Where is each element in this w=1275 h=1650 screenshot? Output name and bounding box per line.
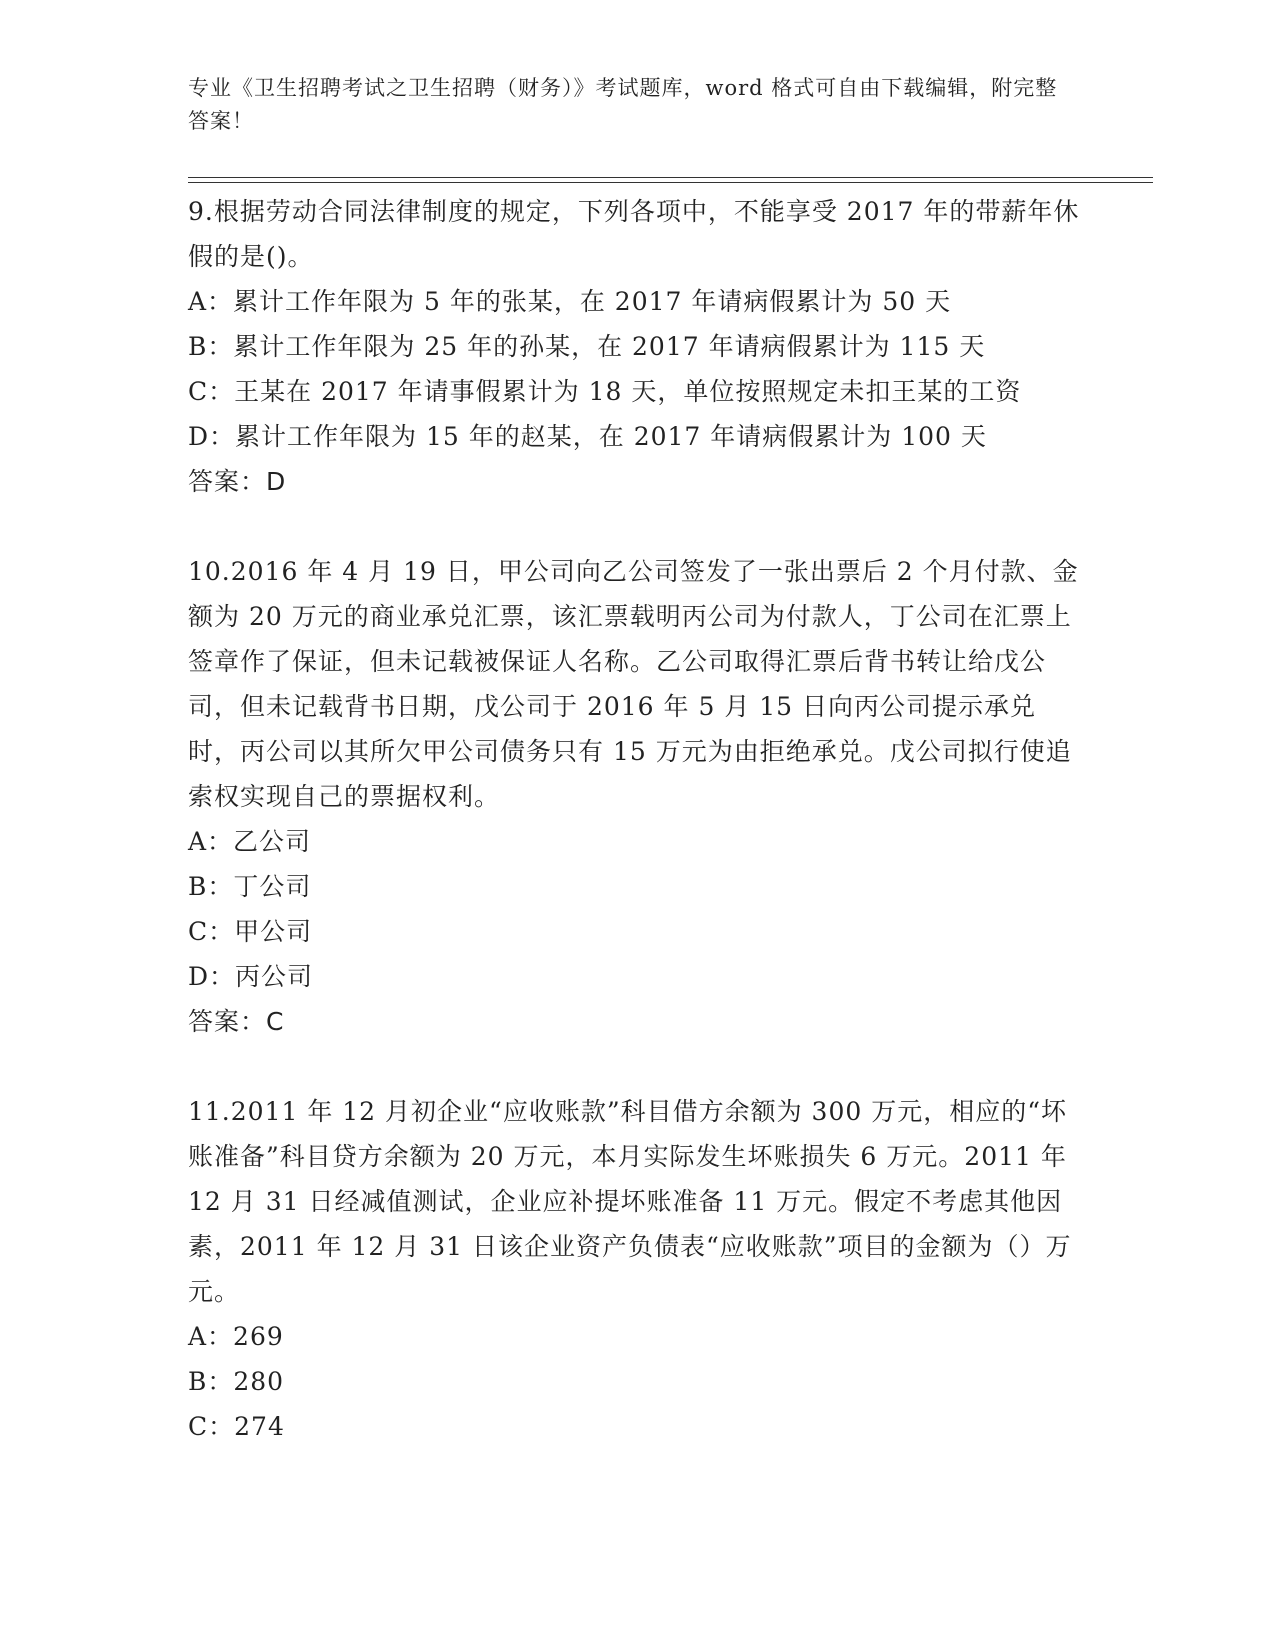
option-b: B：累计工作年限为 25 年的孙某，在 2017 年请病假累计为 115 天 (188, 332, 986, 361)
option-d: D：丙公司 (188, 962, 314, 991)
question-stem: 11.2011 年 12 月初企业“应收账款”科目借方余额为 300 万元，相应的“坏账准备”科目贷方余额为 20 万元，本月实际发生坏账损失 6 万元。2011 年 12 月 31 日经减值测试，企业应补提坏账准备 11 万元。假定不考虑其他因素，2011 年 12 月 31 日该企业资产负债表“应收账款”项目的金额为（）万元。 (188, 1097, 1072, 1306)
option-c: C：甲公司 (188, 917, 313, 946)
question-list (188, 189, 1088, 1449)
question-stem: 9.根据劳动合同法律制度的规定，下列各项中，不能享受 2017 年的带薪年休假的是()。 (188, 197, 1080, 271)
option-c: C：274 (188, 1412, 285, 1441)
option-a: A：乙公司 (188, 827, 312, 856)
question-10 (188, 549, 1088, 1044)
answer-label: 答案：D (188, 467, 287, 496)
header-rule-top (188, 177, 1153, 178)
option-a: A：269 (188, 1322, 284, 1351)
option-d: D：累计工作年限为 15 年的赵某，在 2017 年请病假累计为 100 天 (188, 422, 987, 451)
option-b: B：280 (188, 1367, 285, 1396)
header-rule-bottom (188, 182, 1153, 183)
question-11 (188, 1089, 1088, 1449)
option-c: C：王某在 2017 年请事假累计为 18 天，单位按照规定未扣王某的工资 (188, 377, 1022, 406)
option-a: A：累计工作年限为 5 年的张某，在 2017 年请病假累计为 50 天 (188, 287, 952, 316)
spacer (188, 1044, 1088, 1089)
question-stem: 10.2016 年 4 月 19 日，甲公司向乙公司签发了一张出票后 2 个月付款、金额为 20 万元的商业承兑汇票，该汇票载明丙公司为付款人，丁公司在汇票上签章作了保证，但未记载被保证人名称。乙公司取得汇票后背书转让给戊公司，但未记载背书日期，戊公司于 2016 年 5 月 15 日向丙公司提示承兑时，丙公司以其所欠甲公司债务只有 15 万元为由拒绝承兑。戊公司拟行使追索权实现自己的票据权利。 (188, 557, 1079, 811)
question-9 (188, 189, 1088, 504)
spacer (188, 504, 1088, 549)
answer-label: 答案：C (188, 1007, 285, 1036)
option-b: B：丁公司 (188, 872, 312, 901)
document-header: 专业《卫生招聘考试之卫生招聘（财务）》考试题库，word 格式可自由下载编辑，附完整答案！ (188, 76, 1058, 133)
